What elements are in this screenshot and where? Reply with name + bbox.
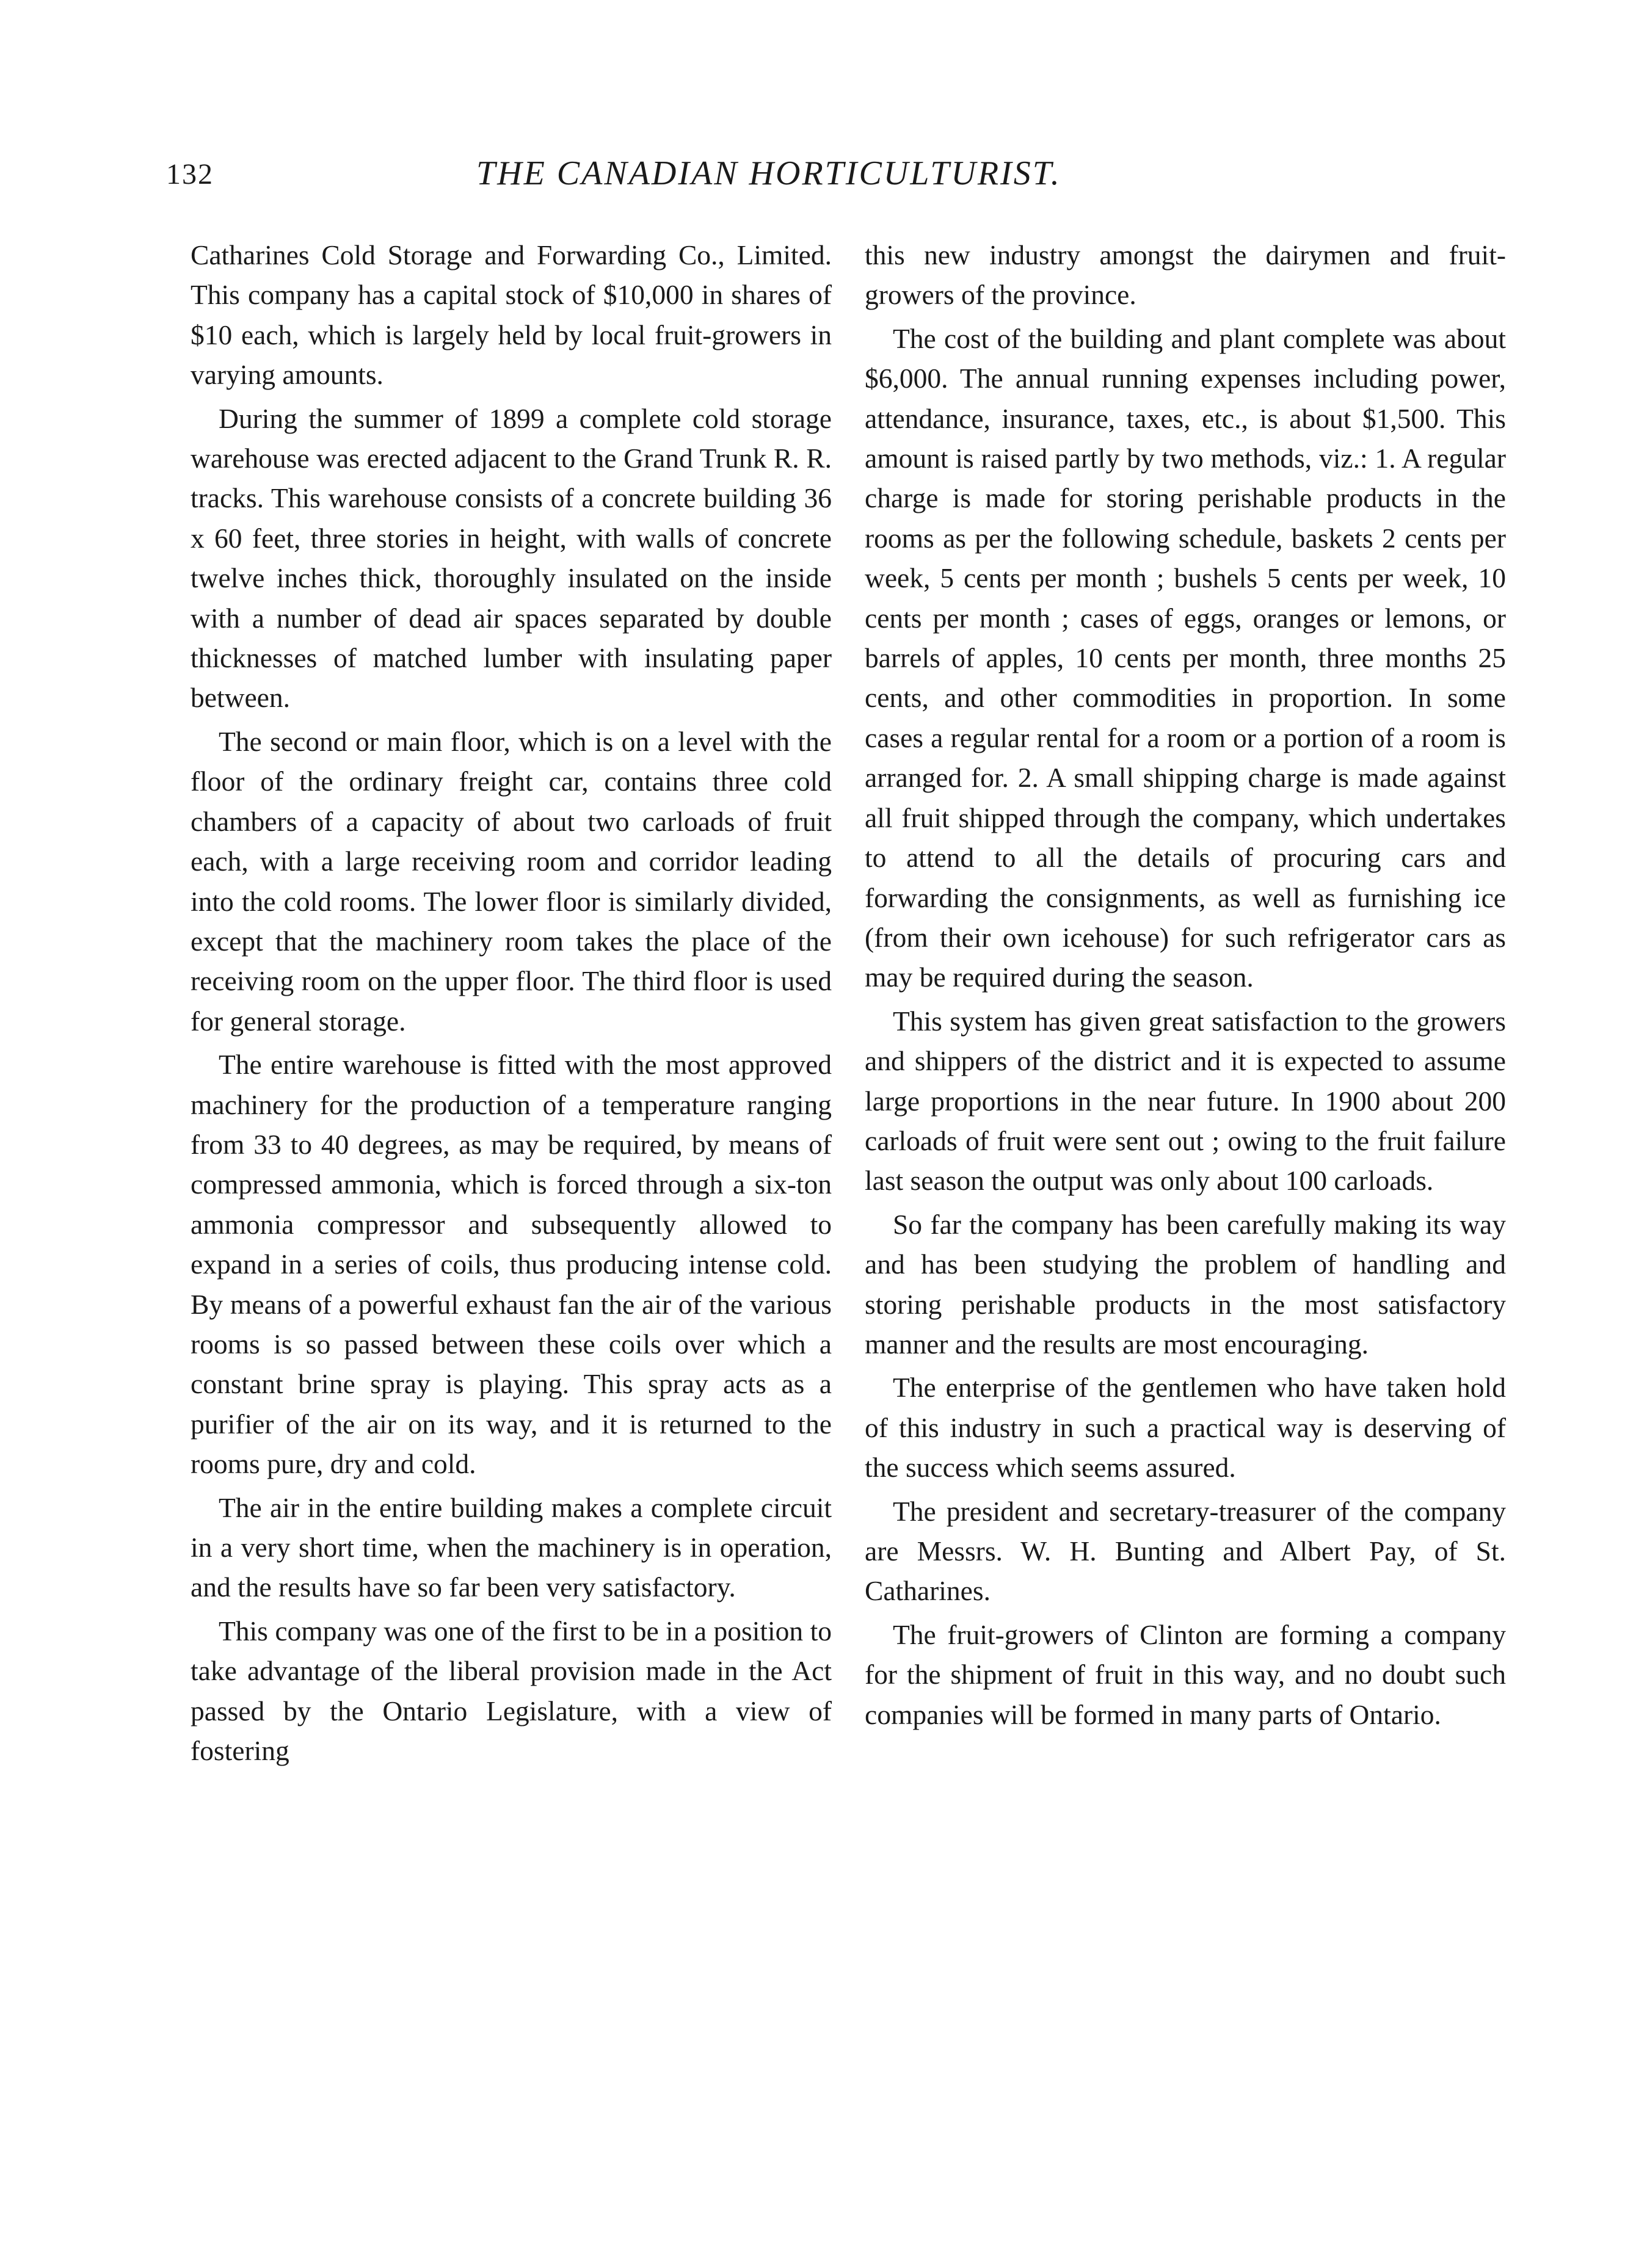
paragraph: This system has given great satisfaction to the growers and shippers of the district and it is expected to assume large proportions in the near future. In 1900 about 200 carloads of fruit were sent out ; owing to the fruit failure last season the output was only about 100 carloads. [865, 1005, 1506, 1197]
paragraph: The enterprise of the gentlemen who have taken hold of this industry in such a practical way is deserving of the success which seems assured. [865, 1372, 1506, 1484]
paragraph: The fruit-growers of Clinton are forming a company for the shipment of fruit in this way, and no doubt such companies will be formed in many parts of Ontario. [865, 1618, 1506, 1730]
paragraph: So far the company has been carefully making its way and has been studying the problem of handling and storing perishable products in the most satisfactory manner and the results are most encouraging. [865, 1208, 1506, 1360]
paragraph: The air in the entire building makes a complete circuit in a very short time, when the machinery is in operation, and the results have so far been very satisfactory. [191, 1491, 832, 1603]
left-column [191, 235, 832, 1774]
paragraph: This company was one of the first to be in a position to take advantage of the liberal provision made in the Act passed by the Ontario Legislature, with a view of fostering [191, 1615, 832, 1767]
paragraph: The president and secretary-treasurer of the company are Messrs. W. H. Bunting and Albert Pay, of St. Catharines. [865, 1495, 1506, 1607]
running-head-title: THE CANADIAN HORTICULTURIST. [476, 154, 1061, 192]
page-number: 132 [166, 158, 214, 190]
paragraph: The second or main floor, which is on a level with the floor of the ordinary freight car, contains three cold chambers of a capacity of about two carloads of fruit each, with a large receiving room and corridor leading into the cold rooms. The lower floor is similarly divided, except that the machinery room takes the place of the receiving room on the upper floor. The third floor is used for general storage. [191, 725, 832, 1037]
paragraph: During the summer of 1899 a complete cold storage warehouse was erected adjacent to the Grand Trunk R. R. tracks. This warehouse consists of a concrete building 36 x 60 feet, three stories in height, with walls of concrete twelve inches thick, thoroughly insulated on the inside with a number of dead air spaces separated by double thicknesses of matched lumber with insulating paper between. [191, 402, 832, 714]
paragraph: The entire warehouse is fitted with the most approved machinery for the production of a temperature ranging from 33 to 40 degrees, as may be required, by means of compressed ammonia, which is forced through a six-ton ammonia compressor and subsequently allowed to expand in a series of coils, thus producing intense cold. By means of a powerful exhaust fan the air of the various rooms is so passed between these coils over which a constant brine spray is playing. This spray acts as a purifier of the air on its way, and it is returned to the rooms pure, dry and cold. [191, 1049, 832, 1480]
right-column [865, 235, 1506, 1738]
paragraph: Catharines Cold Storage and Forwarding Co., Limited. This company has a capital stock of $10,000 in shares of $10 each, which is largely held by local fruit-growers in varying amounts. [191, 239, 832, 391]
paragraph: The cost of the building and plant complete was about $6,000. The annual running expenses including power, attendance, insurance, taxes, etc., is about $1,500. This amount is raised partly by two methods, viz.: 1. A regular charge is made for storing perishable products in the rooms as per the following schedule, baskets 2 cents per week, 5 cents per month ; bushels 5 cents per week, 10 cents per month ; cases of eggs, oranges or lemons, or barrels of apples, 10 cents per month, three months 25 cents, and other commodities in proportion. In some cases a regular rental for a room or a portion of a room is arranged for. 2. A small shipping charge is made against all fruit shipped through the company, which undertakes to attend to all the details of procuring cars and forwarding the consignments, as well as furnishing ice (from their own icehouse) for such refrigerator cars as may be required during the season. [865, 322, 1506, 993]
paragraph: this new industry amongst the dairymen and fruit-growers of the province. [865, 239, 1506, 311]
